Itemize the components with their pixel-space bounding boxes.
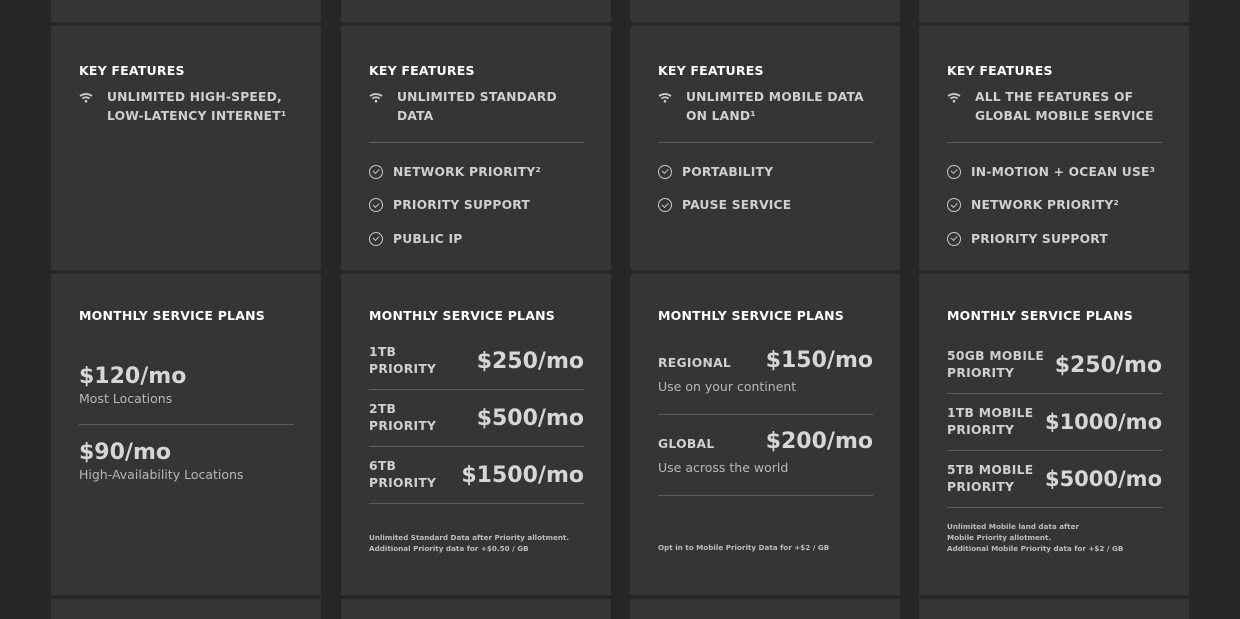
monthly-plans-heading: MONTHLY SERVICE PLANS — [369, 308, 555, 323]
region-label: GLOBAL — [658, 437, 715, 451]
monthly-plans-panel — [630, 274, 900, 595]
price-label: High-Availability Locations — [79, 467, 244, 482]
monthly-plans-heading: MONTHLY SERVICE PLANS — [947, 308, 1133, 323]
wifi-icon — [658, 88, 676, 107]
divider — [79, 424, 294, 425]
region-price: $150/mo — [765, 348, 873, 373]
key-features-panel — [630, 26, 900, 270]
tier-price: $500/mo — [476, 405, 584, 431]
feature-item: PAUSE SERVICE — [658, 189, 873, 223]
tier-label: 2TB PRIORITY — [369, 402, 437, 433]
tier-price: $1000/mo — [1044, 410, 1162, 434]
primary-feature: UNLIMITED HIGH-SPEED, LOW-LATENCY INTERNET¹ — [107, 90, 287, 123]
monthly-plans-panel — [919, 274, 1189, 595]
footnote: Opt in to Mobile Priority Data for +$2 / GB — [658, 543, 830, 552]
feature-list — [947, 142, 1162, 256]
primary-feature: UNLIMITED MOBILE DATA ON LAND¹ — [686, 90, 864, 123]
price: $90/mo — [79, 440, 171, 465]
check-circle-icon — [947, 198, 961, 212]
primary-feature: ALL THE FEATURES OF GLOBAL MOBILE SERVICE — [975, 90, 1154, 123]
region-option — [658, 429, 873, 496]
tier-price: $250/mo — [476, 348, 584, 374]
check-circle-icon — [947, 165, 961, 179]
tier-price: $5000/mo — [1044, 467, 1162, 491]
plan-card-header — [51, 0, 321, 22]
plan-card-header — [919, 0, 1189, 22]
feature-item: PRIORITY SUPPORT — [369, 189, 584, 223]
tier-label: 50GB MOBILE PRIORITY — [947, 349, 1045, 380]
check-circle-icon — [369, 198, 383, 212]
key-features-panel — [919, 26, 1189, 270]
plan-tier — [947, 337, 1162, 394]
wifi-icon — [369, 88, 387, 107]
primary-feature: UNLIMITED STANDARD DATA — [397, 90, 557, 123]
tier-label: 1TB MOBILE PRIORITY — [947, 406, 1034, 437]
tier-label: 1TB PRIORITY — [369, 345, 437, 376]
region-price: $200/mo — [765, 429, 873, 454]
key-features-heading: KEY FEATURES — [79, 63, 185, 78]
wifi-icon — [947, 88, 965, 107]
check-circle-icon — [947, 232, 961, 246]
wifi-icon — [79, 88, 97, 107]
plan-tier — [369, 390, 584, 447]
price-option — [79, 364, 294, 406]
plan-tier — [369, 447, 584, 504]
price-option — [79, 440, 294, 482]
tier-label: 6TB PRIORITY — [369, 459, 437, 490]
feature-item: IN-MOTION + OCEAN USE³ — [947, 155, 1162, 189]
key-features-heading: KEY FEATURES — [658, 63, 764, 78]
monthly-plans-panel — [51, 274, 321, 595]
feature-item: NETWORK PRIORITY² — [369, 155, 584, 189]
region-label: REGIONAL — [658, 356, 732, 370]
footnote: Unlimited Mobile land data after Mobile Priority allotment. Additional Mobile Priority data for +$2 / GB — [947, 522, 1124, 553]
key-features-heading: KEY FEATURES — [369, 63, 475, 78]
feature-list — [658, 142, 873, 222]
plan-tier — [369, 333, 584, 390]
key-features-heading: KEY FEATURES — [947, 63, 1053, 78]
plan-tier — [947, 394, 1162, 451]
feature-item: PRIORITY SUPPORT — [947, 222, 1162, 256]
plan-tier — [947, 451, 1162, 508]
plan-card-footer — [51, 599, 321, 619]
plan-card-footer — [919, 599, 1189, 619]
key-features-panel — [51, 26, 321, 270]
feature-item: NETWORK PRIORITY² — [947, 189, 1162, 223]
footnote: Unlimited Standard Data after Priority allotment. Additional Priority data for +$0.50 / GB — [369, 533, 570, 553]
plan-card-footer — [630, 599, 900, 619]
monthly-plans-panel — [341, 274, 611, 595]
price: $120/mo — [79, 364, 187, 389]
region-option — [658, 348, 873, 415]
price-label: Most Locations — [79, 391, 173, 406]
monthly-plans-heading: MONTHLY SERVICE PLANS — [658, 308, 844, 323]
region-description: Use across the world — [658, 460, 789, 475]
plan-card-footer — [341, 599, 611, 619]
check-circle-icon — [658, 198, 672, 212]
plan-card-header — [341, 0, 611, 22]
plan-card-header — [630, 0, 900, 22]
key-features-panel — [341, 26, 611, 270]
check-circle-icon — [658, 165, 672, 179]
check-circle-icon — [369, 165, 383, 179]
tier-price: $250/mo — [1054, 352, 1162, 378]
region-description: Use on your continent — [658, 379, 797, 394]
tier-label: 5TB MOBILE PRIORITY — [947, 463, 1034, 494]
tier-price: $1500/mo — [461, 462, 584, 488]
feature-item: PORTABILITY — [658, 155, 873, 189]
check-circle-icon — [369, 232, 383, 246]
monthly-plans-heading: MONTHLY SERVICE PLANS — [79, 308, 265, 323]
feature-list — [369, 142, 584, 256]
feature-item: PUBLIC IP — [369, 222, 584, 256]
